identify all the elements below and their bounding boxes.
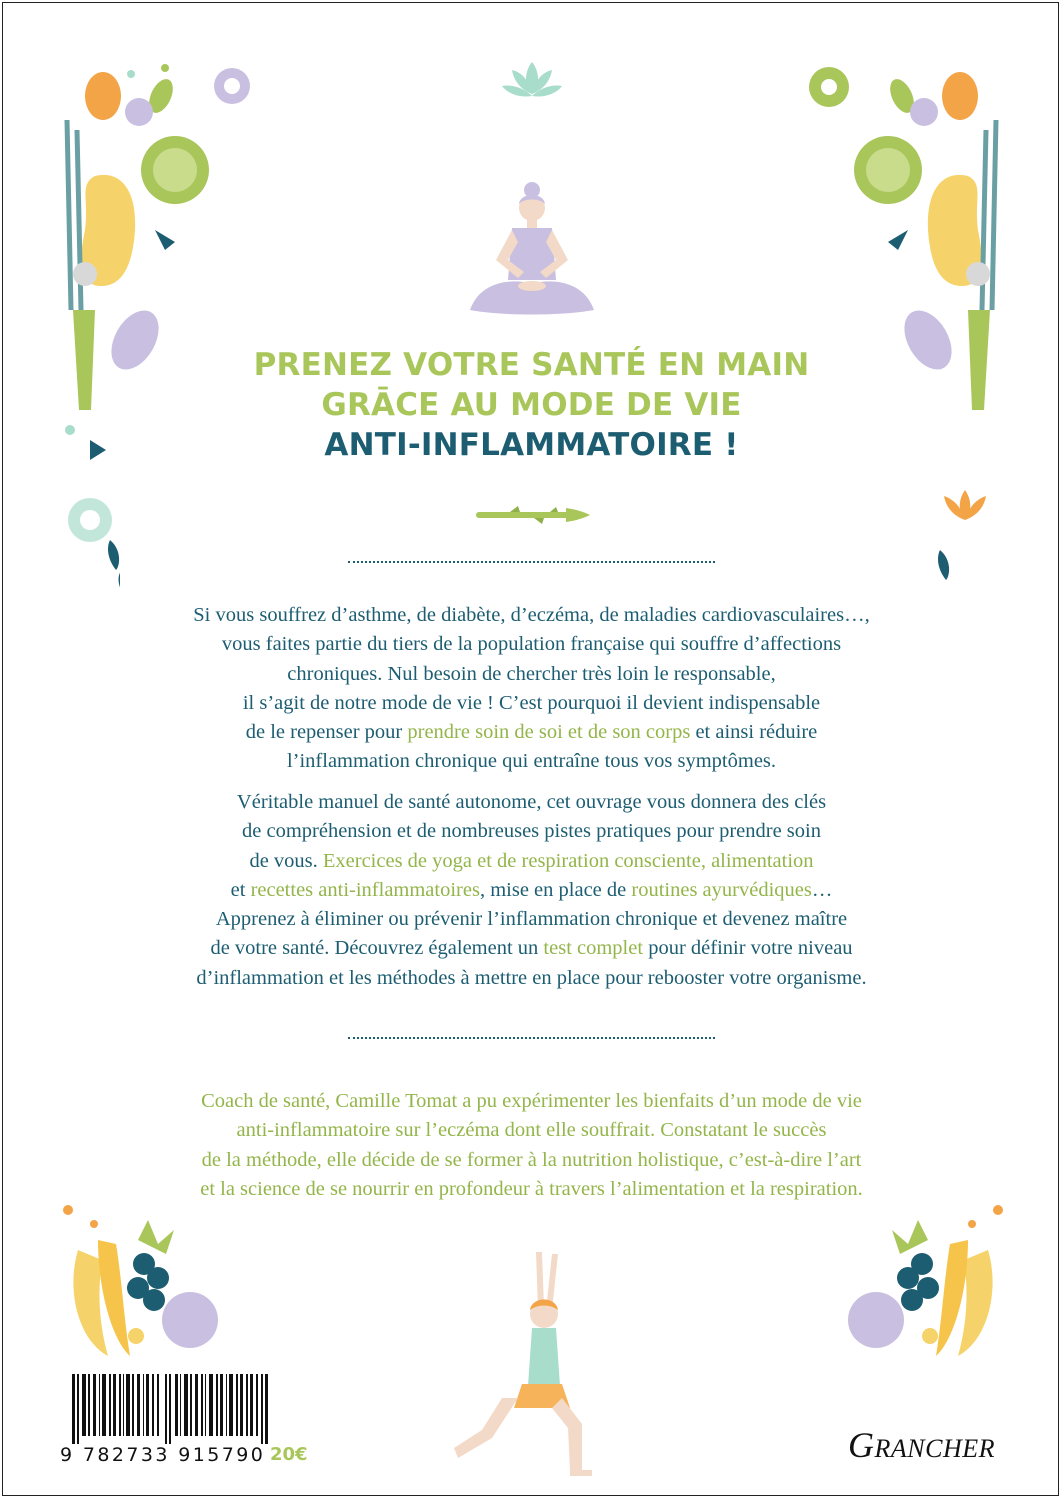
text-line: anti-inflammatoire sur l’eczéma dont elle souffrait. Constatant le succès [236,1119,827,1142]
lotus-icon [930,480,1000,590]
text-span: de le repenser pour [245,721,408,744]
text-span: de votre santé. Découvrez également un [210,937,544,960]
highlight-text: prendre soin de soi et de son corps [407,721,691,744]
asparagus-icon [470,504,592,526]
text-span: et [230,878,251,901]
headline-line-1: PRENEZ VOTRE SANTÉ EN MAIN [253,347,810,383]
text-line: de compréhension et de nombreuses pistes pratiques pour prendre soin [242,820,821,843]
text-line [130,847,933,876]
text-line: Apprenez à éliminer ou prévenir l’inflammation chronique et devenez maître [215,908,848,931]
isbn-number: 9 782733 915790 [60,1444,266,1466]
text-span: pour définir votre niveau [643,937,853,960]
publisher-initial: G [848,1425,875,1465]
fruit-cluster-illustration [838,1200,1008,1360]
meditating-woman-illustration [462,180,602,320]
lotus-icon [500,60,564,102]
headline-line-2: GRĀCE AU MODE DE VIE [321,387,742,423]
highlight-text: test complet [543,937,644,960]
headline-line-3: ANTI-INFLAMMATOIRE ! [324,427,739,463]
fruit-cluster-illustration [58,1200,228,1360]
text-span: … [811,878,833,901]
text-line: l’inflammation chronique qui entraîne tous vos symptômes. [286,750,777,773]
barcode [72,1374,268,1444]
text-span: de vous. [249,849,323,872]
text-line [130,718,933,747]
publisher-logo [848,1424,995,1466]
highlight-text: recettes anti-inflammatoires [250,878,480,901]
text-line: Véritable manuel de santé autonome, cet ouvrage vous donnera des clés [236,791,827,813]
dotted-divider [348,1037,715,1039]
text-span: et ainsi réduire [690,721,818,744]
price-label: 20€ [270,1444,308,1465]
text-line: Si vous souffrez d’asthme, de diabète, d’eczéma, de maladies cardiovasculaires…, [193,604,870,626]
text-line: il s’agit de notre mode de vie ! C’est pourquoi il devient indispensable [242,691,821,714]
description-paragraph-2 [130,788,933,993]
flower-icon [804,62,854,112]
text-line: d’inflammation et les méthodes à mettre en place pour rebooster votre organisme. [196,966,867,989]
author-bio [130,1087,933,1204]
publisher-name: RANCHER [874,1434,995,1463]
text-line: et la science de se nourrir en profondeur à travers l’alimentation et la respiration. [200,1177,863,1200]
text-line: de la méthode, elle décide de se former à la nutrition holistique, c’est-à-dire l’art [201,1148,862,1171]
text-line: vous faites partie du tiers de la population française qui souffre d’affections [221,633,842,656]
flower-icon [208,62,256,110]
text-line [130,934,933,963]
highlight-text: Exercices de yoga et de respiration consciente, alimentation [322,849,814,872]
text-line: Coach de santé, Camille Tomat a pu expérimenter les bienfaits d’un mode de vie [201,1090,862,1112]
warrior-yoga-man-illustration [452,1248,612,1478]
highlight-text: routines ayurvédiques [631,878,812,901]
description-paragraph-1 [130,601,933,777]
text-line [130,876,933,905]
dotted-divider [348,561,715,563]
text-line: chroniques. Nul besoin de chercher très loin le responsable, [287,662,776,685]
text-span: , mise en place de [479,878,632,901]
